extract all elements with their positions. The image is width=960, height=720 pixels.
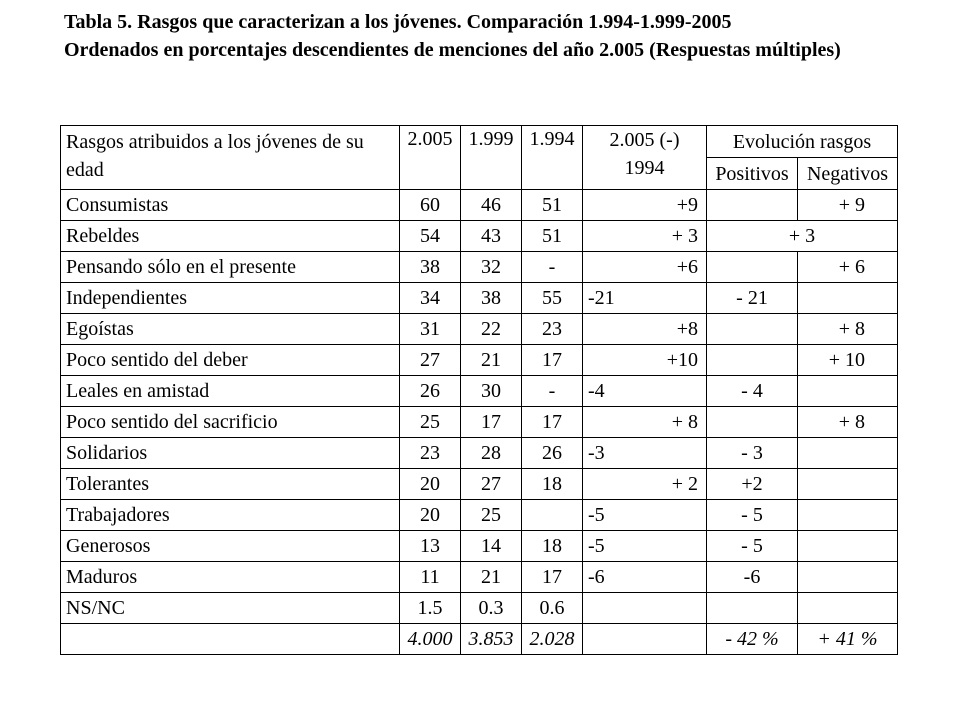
totals-row	[61, 624, 898, 655]
evolution-negative: + 8	[798, 407, 898, 438]
value-2005: 13	[400, 531, 461, 562]
value-1994: 18	[522, 531, 583, 562]
value-2005: 11	[400, 562, 461, 593]
caption-line-2: Ordenados en porcentajes descendientes de menciones del año 2.005 (Respuestas múltiples)	[64, 39, 841, 61]
diff-value: -5	[583, 531, 707, 562]
table-row	[61, 500, 898, 531]
trait-label: Independientes	[61, 283, 400, 314]
diff-value: + 2	[583, 469, 707, 500]
value-1999: 38	[461, 283, 522, 314]
total-positive: - 42 %	[707, 624, 798, 655]
value-1999: 28	[461, 438, 522, 469]
header-diff: 2.005 (-) 1994	[583, 126, 707, 190]
trait-label: Poco sentido del deber	[61, 345, 400, 376]
evolution-negative	[798, 531, 898, 562]
evolution-merged: + 3	[707, 221, 898, 252]
evolution-positive: -6	[707, 562, 798, 593]
value-1994: 26	[522, 438, 583, 469]
value-1994: 23	[522, 314, 583, 345]
table-row	[61, 314, 898, 345]
value-1999: 43	[461, 221, 522, 252]
header-rasgos: Rasgos atribuidos a los jóvenes de su edad	[61, 126, 400, 190]
header-row-1	[61, 126, 898, 158]
value-1994: 18	[522, 469, 583, 500]
value-2005: 23	[400, 438, 461, 469]
table-row	[61, 221, 898, 252]
diff-value: -3	[583, 438, 707, 469]
total-diff	[583, 624, 707, 655]
diff-value: + 3	[583, 221, 707, 252]
value-1994: 51	[522, 221, 583, 252]
trait-label: Maduros	[61, 562, 400, 593]
table-row	[61, 283, 898, 314]
value-1999: 27	[461, 469, 522, 500]
value-1994: 51	[522, 190, 583, 221]
header-1999: 1.999	[461, 126, 522, 190]
evolution-positive	[707, 407, 798, 438]
value-2005: 20	[400, 500, 461, 531]
total-2005: 4.000	[400, 624, 461, 655]
value-1994: 55	[522, 283, 583, 314]
trait-label: Tolerantes	[61, 469, 400, 500]
value-1994: 17	[522, 562, 583, 593]
value-1999: 14	[461, 531, 522, 562]
evolution-negative	[798, 376, 898, 407]
trait-label: Rebeldes	[61, 221, 400, 252]
trait-label: Solidarios	[61, 438, 400, 469]
value-1994: 17	[522, 345, 583, 376]
value-1999: 21	[461, 562, 522, 593]
diff-value: +8	[583, 314, 707, 345]
evolution-positive: - 5	[707, 531, 798, 562]
value-1994: 17	[522, 407, 583, 438]
diff-value: -4	[583, 376, 707, 407]
evolution-positive: - 3	[707, 438, 798, 469]
evolution-negative: + 8	[798, 314, 898, 345]
evolution-negative	[798, 283, 898, 314]
evolution-positive: - 21	[707, 283, 798, 314]
table-row	[61, 531, 898, 562]
diff-value: +9	[583, 190, 707, 221]
trait-label: NS/NC	[61, 593, 400, 624]
evolution-negative: + 6	[798, 252, 898, 283]
evolution-positive	[707, 593, 798, 624]
value-1999: 46	[461, 190, 522, 221]
diff-value: -6	[583, 562, 707, 593]
evolution-positive: +2	[707, 469, 798, 500]
trait-label: Trabajadores	[61, 500, 400, 531]
value-2005: 25	[400, 407, 461, 438]
value-2005: 34	[400, 283, 461, 314]
evolution-positive	[707, 190, 798, 221]
evolution-negative: + 9	[798, 190, 898, 221]
evolution-negative: + 10	[798, 345, 898, 376]
evolution-positive: - 5	[707, 500, 798, 531]
value-2005: 1.5	[400, 593, 461, 624]
header-positivos: Positivos	[707, 158, 798, 190]
evolution-positive	[707, 314, 798, 345]
diff-value: -5	[583, 500, 707, 531]
table-row	[61, 438, 898, 469]
value-2005: 60	[400, 190, 461, 221]
table-row	[61, 190, 898, 221]
caption-line-1: Tabla 5. Rasgos que caracterizan a los jóvenes. Comparación 1.994-1.999-2005	[64, 11, 732, 33]
table-row	[61, 252, 898, 283]
evolution-negative	[798, 469, 898, 500]
header-1994: 1.994	[522, 126, 583, 190]
trait-label: Poco sentido del sacrificio	[61, 407, 400, 438]
value-1999: 0.3	[461, 593, 522, 624]
diff-value: + 8	[583, 407, 707, 438]
table-row	[61, 469, 898, 500]
evolution-positive	[707, 252, 798, 283]
table-row	[61, 562, 898, 593]
diff-value: +6	[583, 252, 707, 283]
table-row	[61, 345, 898, 376]
value-1994: -	[522, 376, 583, 407]
value-1994	[522, 500, 583, 531]
value-2005: 31	[400, 314, 461, 345]
value-2005: 26	[400, 376, 461, 407]
trait-label: Leales en amistad	[61, 376, 400, 407]
table-row	[61, 407, 898, 438]
value-2005: 27	[400, 345, 461, 376]
table-row	[61, 593, 898, 624]
value-1999: 21	[461, 345, 522, 376]
table-caption	[64, 8, 892, 64]
value-1999: 25	[461, 500, 522, 531]
evolution-negative	[798, 500, 898, 531]
value-1999: 30	[461, 376, 522, 407]
trait-label: Pensando sólo en el presente	[61, 252, 400, 283]
trait-label: Consumistas	[61, 190, 400, 221]
evolution-negative	[798, 562, 898, 593]
value-2005: 20	[400, 469, 461, 500]
trait-label: Egoístas	[61, 314, 400, 345]
evolution-positive: - 4	[707, 376, 798, 407]
diff-value: +10	[583, 345, 707, 376]
value-1999: 22	[461, 314, 522, 345]
totals-label	[61, 624, 400, 655]
evolution-positive	[707, 345, 798, 376]
total-1994: 2.028	[522, 624, 583, 655]
header-negativos: Negativos	[798, 158, 898, 190]
table-row	[61, 376, 898, 407]
value-1999: 17	[461, 407, 522, 438]
evolution-negative	[798, 593, 898, 624]
value-2005: 38	[400, 252, 461, 283]
total-1999: 3.853	[461, 624, 522, 655]
trait-label: Generosos	[61, 531, 400, 562]
value-1999: 32	[461, 252, 522, 283]
diff-value	[583, 593, 707, 624]
diff-value: -21	[583, 283, 707, 314]
total-negative: + 41 %	[798, 624, 898, 655]
value-1994: -	[522, 252, 583, 283]
traits-table	[60, 125, 898, 655]
value-2005: 54	[400, 221, 461, 252]
header-evolucion: Evolución rasgos	[707, 126, 898, 158]
value-1994: 0.6	[522, 593, 583, 624]
header-2005: 2.005	[400, 126, 461, 190]
evolution-negative	[798, 438, 898, 469]
